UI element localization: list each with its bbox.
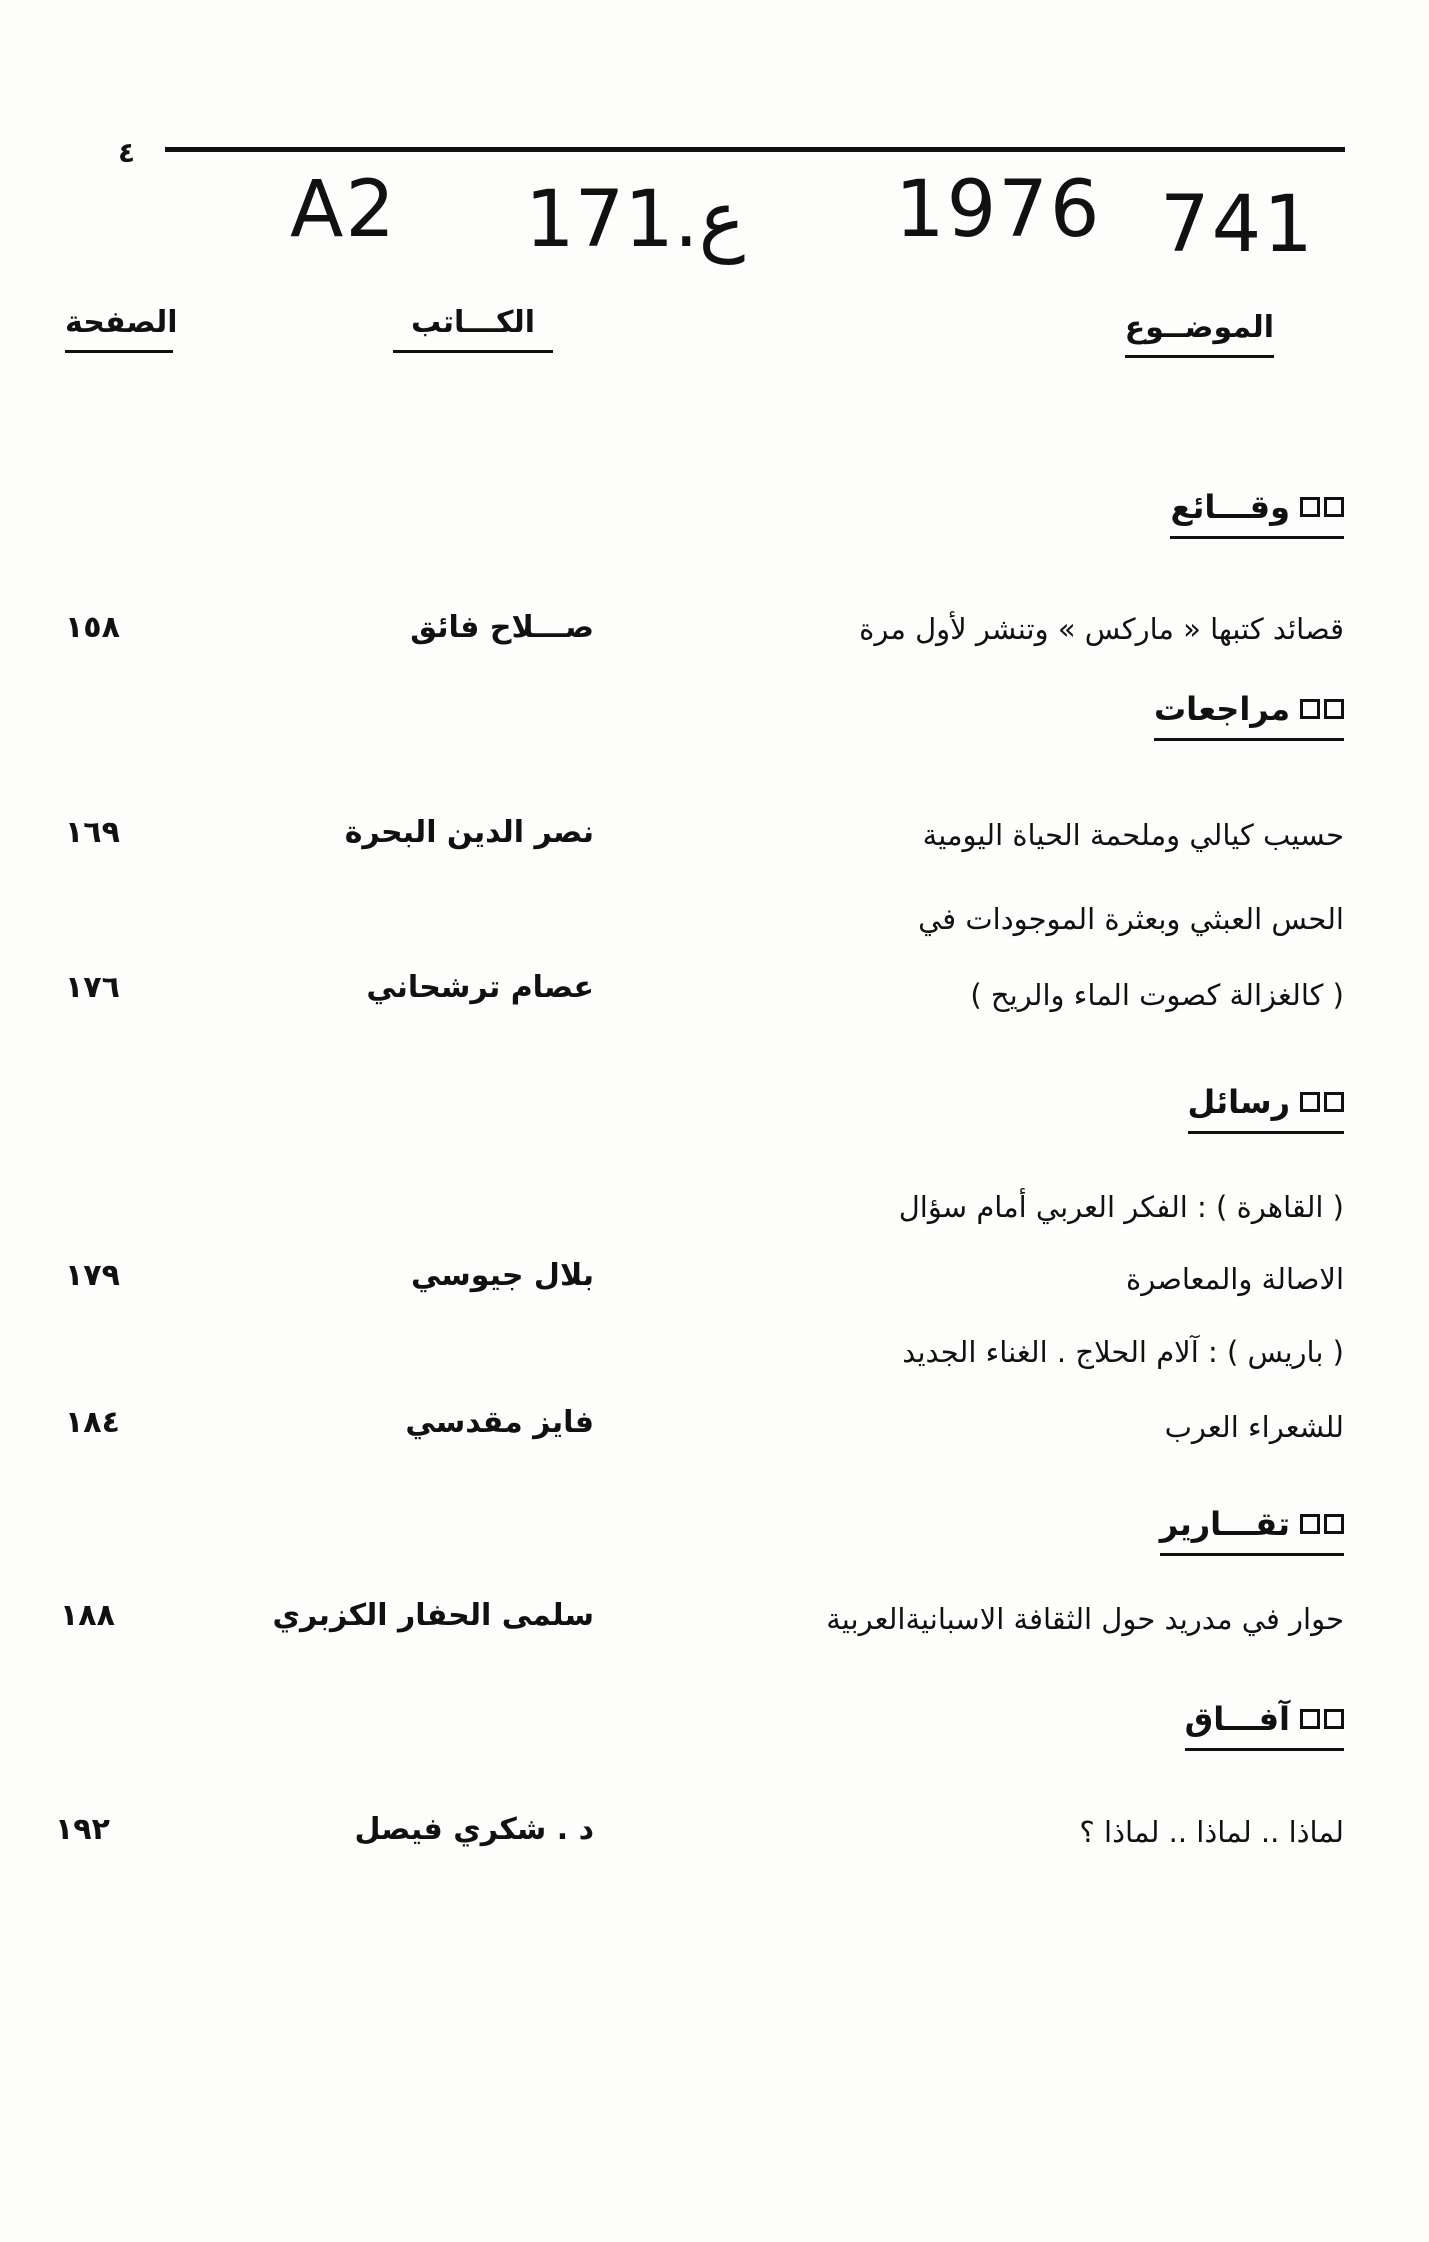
double-square-icon <box>1300 1514 1344 1534</box>
entry-page: ١٦٩ <box>65 815 120 850</box>
entry-author: د . شكري فيصل <box>354 1812 594 1847</box>
entry-title: حوار في مدريد حول الثقافة الاسبانيةالعربية <box>826 1602 1344 1636</box>
handwritten-code-class: 171.ع <box>525 175 746 265</box>
double-square-icon <box>1300 497 1344 517</box>
entry-title: ( القاهرة ) : الفكر العربي أمام سؤال <box>898 1190 1344 1224</box>
double-square-icon <box>1300 1709 1344 1729</box>
entry-page: ١٩٢ <box>55 1812 110 1847</box>
entry-author: سلمى الحفار الكزبري <box>272 1598 594 1633</box>
entry-author: صـــلاح فائق <box>410 610 594 645</box>
section-heading-horizons: آفـــاق <box>1185 1700 1344 1751</box>
handwritten-year: 1976 <box>895 165 1102 255</box>
entry-author: عصام ترشحاني <box>366 970 594 1005</box>
handwritten-code-a2: A2 <box>290 165 397 255</box>
section-heading-reviews: مراجعات <box>1154 690 1344 741</box>
entry-page: ١٨٤ <box>65 1405 120 1440</box>
section-heading-reports: تقـــارير <box>1160 1505 1344 1556</box>
section-heading-events: وقـــائع <box>1170 488 1344 539</box>
entry-title-continued: للشعراء العرب <box>1164 1410 1344 1444</box>
entry-title: لماذا .. لماذا .. لماذا ؟ <box>1079 1815 1344 1849</box>
double-square-icon <box>1300 699 1344 719</box>
column-header-author: الكـــاتب <box>393 305 553 353</box>
entry-title-continued: الاصالة والمعاصرة <box>1126 1262 1344 1296</box>
entry-title: حسيب كيالي وملحمة الحياة اليومية <box>922 818 1344 852</box>
column-header-page: الصفحة <box>65 305 173 353</box>
entry-author: بلال جيوسي <box>410 1258 594 1293</box>
top-rule <box>165 147 1345 152</box>
entry-title: قصائد كتبها « ماركس » وتنشر لأول مرة <box>859 612 1344 646</box>
entry-author: نصر الدين البحرة <box>344 815 594 850</box>
entry-page: ١٥٨ <box>65 610 120 645</box>
handwritten-number: 741 <box>1160 180 1315 270</box>
entry-author: فايز مقدسي <box>405 1405 594 1440</box>
entry-title: ( باريس ) : آلام الحلاج . الغناء الجديد <box>902 1335 1344 1369</box>
entry-title: الحس العبثي وبعثرة الموجودات في <box>918 902 1344 936</box>
entry-page: ١٨٨ <box>60 1598 115 1633</box>
entry-title-continued: ( كالغزالة كصوت الماء والريح ) <box>970 978 1344 1012</box>
entry-page: ١٧٩ <box>65 1258 120 1293</box>
double-square-icon <box>1300 1092 1344 1112</box>
column-header-topic: الموضــوع <box>1125 310 1274 358</box>
entry-page: ١٧٦ <box>65 970 120 1005</box>
page-number: ٤ <box>118 136 136 169</box>
section-heading-letters: رسائل <box>1188 1083 1344 1134</box>
